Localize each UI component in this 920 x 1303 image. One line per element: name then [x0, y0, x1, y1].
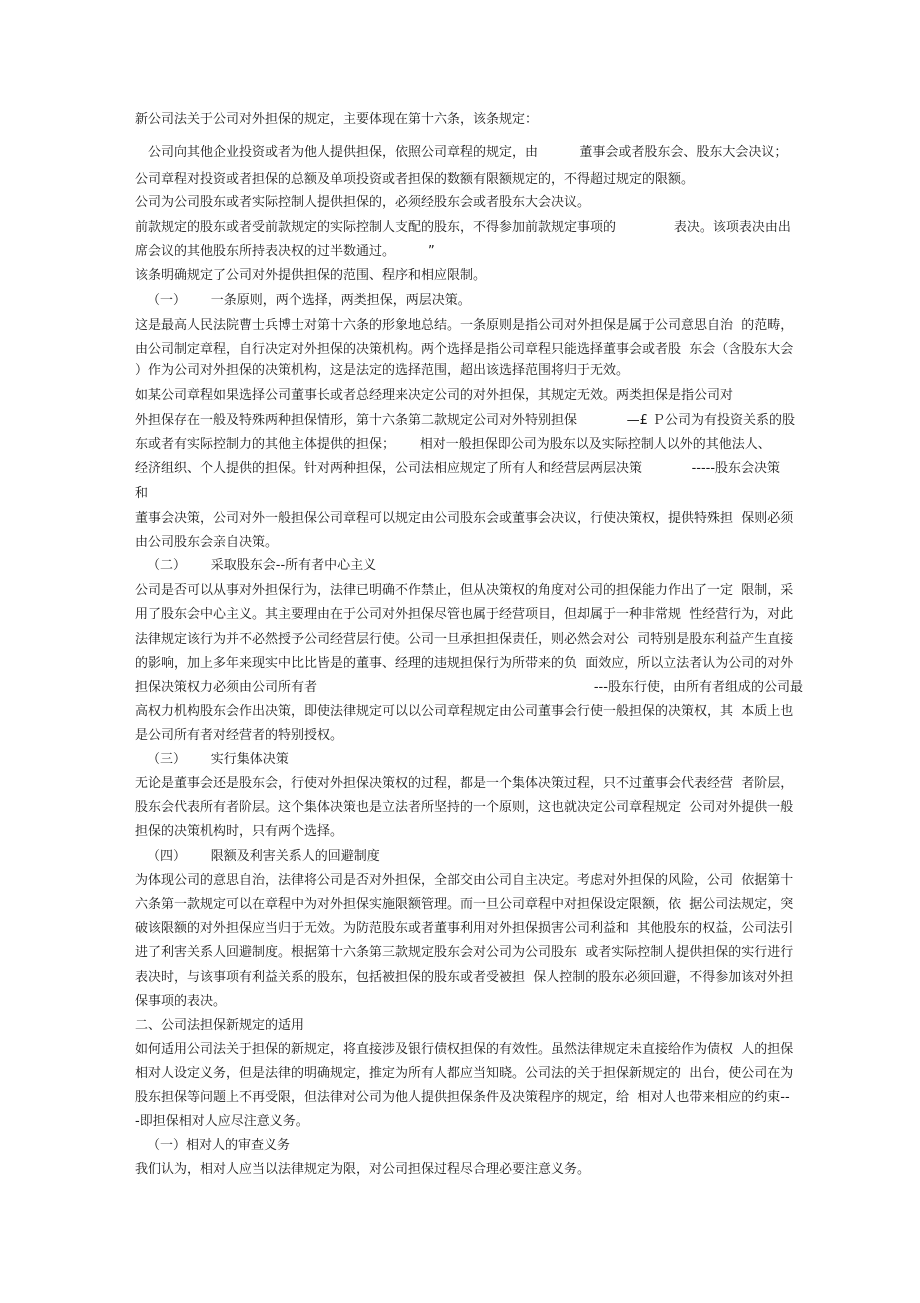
text-line: 前款规定的股东或者受前款规定的实际控制人支配的股东，不得参加前款规定事项的 表决。该项表决由出 — [135, 220, 791, 235]
text-line: 破该限额的对外担保应当归于无效。为防范股东或者董事利用对外担保损害公司利益和 其他股东的权益，公司法引 — [135, 921, 794, 936]
text-line: 股东担保等问题上不再受限，但法律对公司为他人提供担保条件及决策程序的规定，给 相对人也带来相应的约束-- — [135, 1090, 790, 1105]
text-line: 外担保存在一般及特殊两种担保情形，第十六条第二款规定公司对外特别担保 —£ Ｐ公司为有投资关系的股 — [135, 413, 795, 428]
text-line: 东或者有实际控制力的其他主体提供的担保； 相对一般担保即公司为股东以及实际控制人以外的其他法人、 — [135, 437, 771, 452]
text-line: 由公司制定章程，自行决定对外担保的决策机构。两个选择是指公司章程只能选择董事会或者股 东会（含股东大会 — [135, 342, 794, 357]
text-line: 六条第一款规定可以在章程中为对外担保实施限额管理。而一旦公司章程中对担保设定限额，依 据公司法规定，突 — [135, 897, 794, 912]
text-line: 法律规定该行为并不必然授予公司经营层行使。公司一旦承担担保责任，则必然会对公 司特别是股东利益产生直接 — [135, 632, 794, 647]
text-line: 担保决策权力必须由公司所有者 ---股东行使，由所有者组成的公司最 — [135, 680, 803, 695]
text-line: 该条明确规定了公司对外提供担保的范围、程序和相应限制。 — [135, 268, 487, 283]
section-heading: （一）相对人的审查义务 — [147, 1138, 291, 1153]
section-heading: （一） 一条原则，两个选择，两类担保，两层决策。 — [147, 293, 471, 308]
text-line: 为体现公司的意思自治，法律将公司是否对外担保，全部交由公司自主决定。考虑对外担保的风险，公司 依据第十 — [135, 873, 794, 888]
section-heading: （三） 实行集体决策 — [147, 752, 289, 767]
text-line: 公司向其他企业投资或者为他人提供担保，依照公司章程的规定，由 董事会或者股东会、股东大会决议； — [148, 145, 788, 160]
text-line: 这是最高人民法院曹士兵博士对第十六条的形象地总结。一条原则是指公司对外担保是属于公司意思自治 的范畴， — [135, 318, 794, 333]
text-line: 席会议的其他股东所持表决权的过半数通过。 ” — [135, 244, 435, 259]
text-line: 保事项的表决。 — [135, 994, 227, 1009]
text-line: 用了股东会中心主义。其主要理由在于公司对外担保尽管也属于经营项目，但却属于一种非常规 性经营行为，对此 — [135, 607, 794, 622]
section-heading: （四） 限额及利害关系人的回避制度 — [147, 849, 380, 864]
text-line: 相对人设定义务，但是法律的明确规定，推定为所有人都应当知晓。公司法的关于担保新规定的 出台，使公司在为 — [135, 1066, 794, 1081]
text-line: 无论是董事会还是股东会，行使对外担保决策权的过程，都是一个集体决策过程，只不过董事会代表经营 者阶层， — [135, 776, 794, 791]
text-line: 经济组织、个人提供的担保。针对两种担保，公司法相应规定了所有人和经营层两层决策 -----股东会决策 — [135, 461, 781, 476]
text-line: ）作为公司对外担保的决策机构，这是法定的选择范围，超出该选择范围将归于无效。 — [135, 363, 630, 378]
text-line: 公司是否可以从事对外担保行为，法律已明确不作禁止，但从决策权的角度对公司的担保能力作出了一定 限制，采 — [135, 583, 794, 598]
text-line: 股东会代表所有者阶层。这个集体决策也是立法者所坚持的一个原则，这也就决定公司章程规定 公司对外提供一般 — [135, 800, 794, 815]
text-line: 董事会决策，公司对外一般担保公司章程可以规定由公司股东会或董事会决议，行使决策权，提供特殊担 保则必须 — [135, 511, 794, 526]
text-line: 和 — [135, 486, 149, 501]
text-line: -即担保相对人应尽注意义务。 — [135, 1114, 309, 1129]
text-line: 如何适用公司法关于担保的新规定，将直接涉及银行债权担保的有效性。虽然法律规定未直接给作为债权 人的担保 — [135, 1042, 794, 1057]
text-line: 高权力机构股东会作出决策，即使法律规定可以以公司章程规定由公司董事会行使一般担保的决策权，其 本质上也 — [135, 704, 794, 719]
text-line: 进了利害关系人回避制度。根据第十六条第三款规定股东会对公司为公司股东 或者实际控制人提供担保的实行进行 — [135, 945, 794, 960]
text-line: 表决时，与该事项有利益关系的股东，包括被担保的股东或者受被担 保人控制的股东必须回避，不得参加该对外担 — [135, 970, 794, 985]
text-line: 的影响，加上多年来现实中比比皆是的董事、经理的违规担保行为所带来的负 面效应，所以立法者认为公司的对外 — [135, 656, 794, 671]
text-line: 公司章程对投资或者担保的总额及单项投资或者担保的数额有限额规定的，不得超过规定的限额。 — [135, 172, 695, 187]
section-heading: 二、公司法担保新规定的适用 — [135, 1018, 305, 1033]
text-line: 如某公司章程如果选择公司董事长或者总经理来决定公司的对外担保，其规定无效。两类担保是指公司对 — [135, 388, 734, 403]
section-heading: （二） 采取股东会--所有者中心主义 — [147, 558, 377, 573]
text-line: 由公司股东会亲自决策。 — [135, 535, 279, 550]
text-line: 担保的决策机构时，只有两个选择。 — [135, 824, 344, 839]
text-line: 新公司法关于公司对外担保的规定，主要体现在第十六条，该条规定： — [135, 112, 539, 127]
text-line: 公司为公司股东或者实际控制人提供担保的，必须经股东会或者股东大会决议。 — [135, 195, 591, 210]
text-line: 我们认为，相对人应当以法律规定为限，对公司担保过程尽合理必要注意义务。 — [135, 1162, 591, 1177]
text-line: 是公司所有者对经营者的特别授权。 — [135, 728, 344, 743]
